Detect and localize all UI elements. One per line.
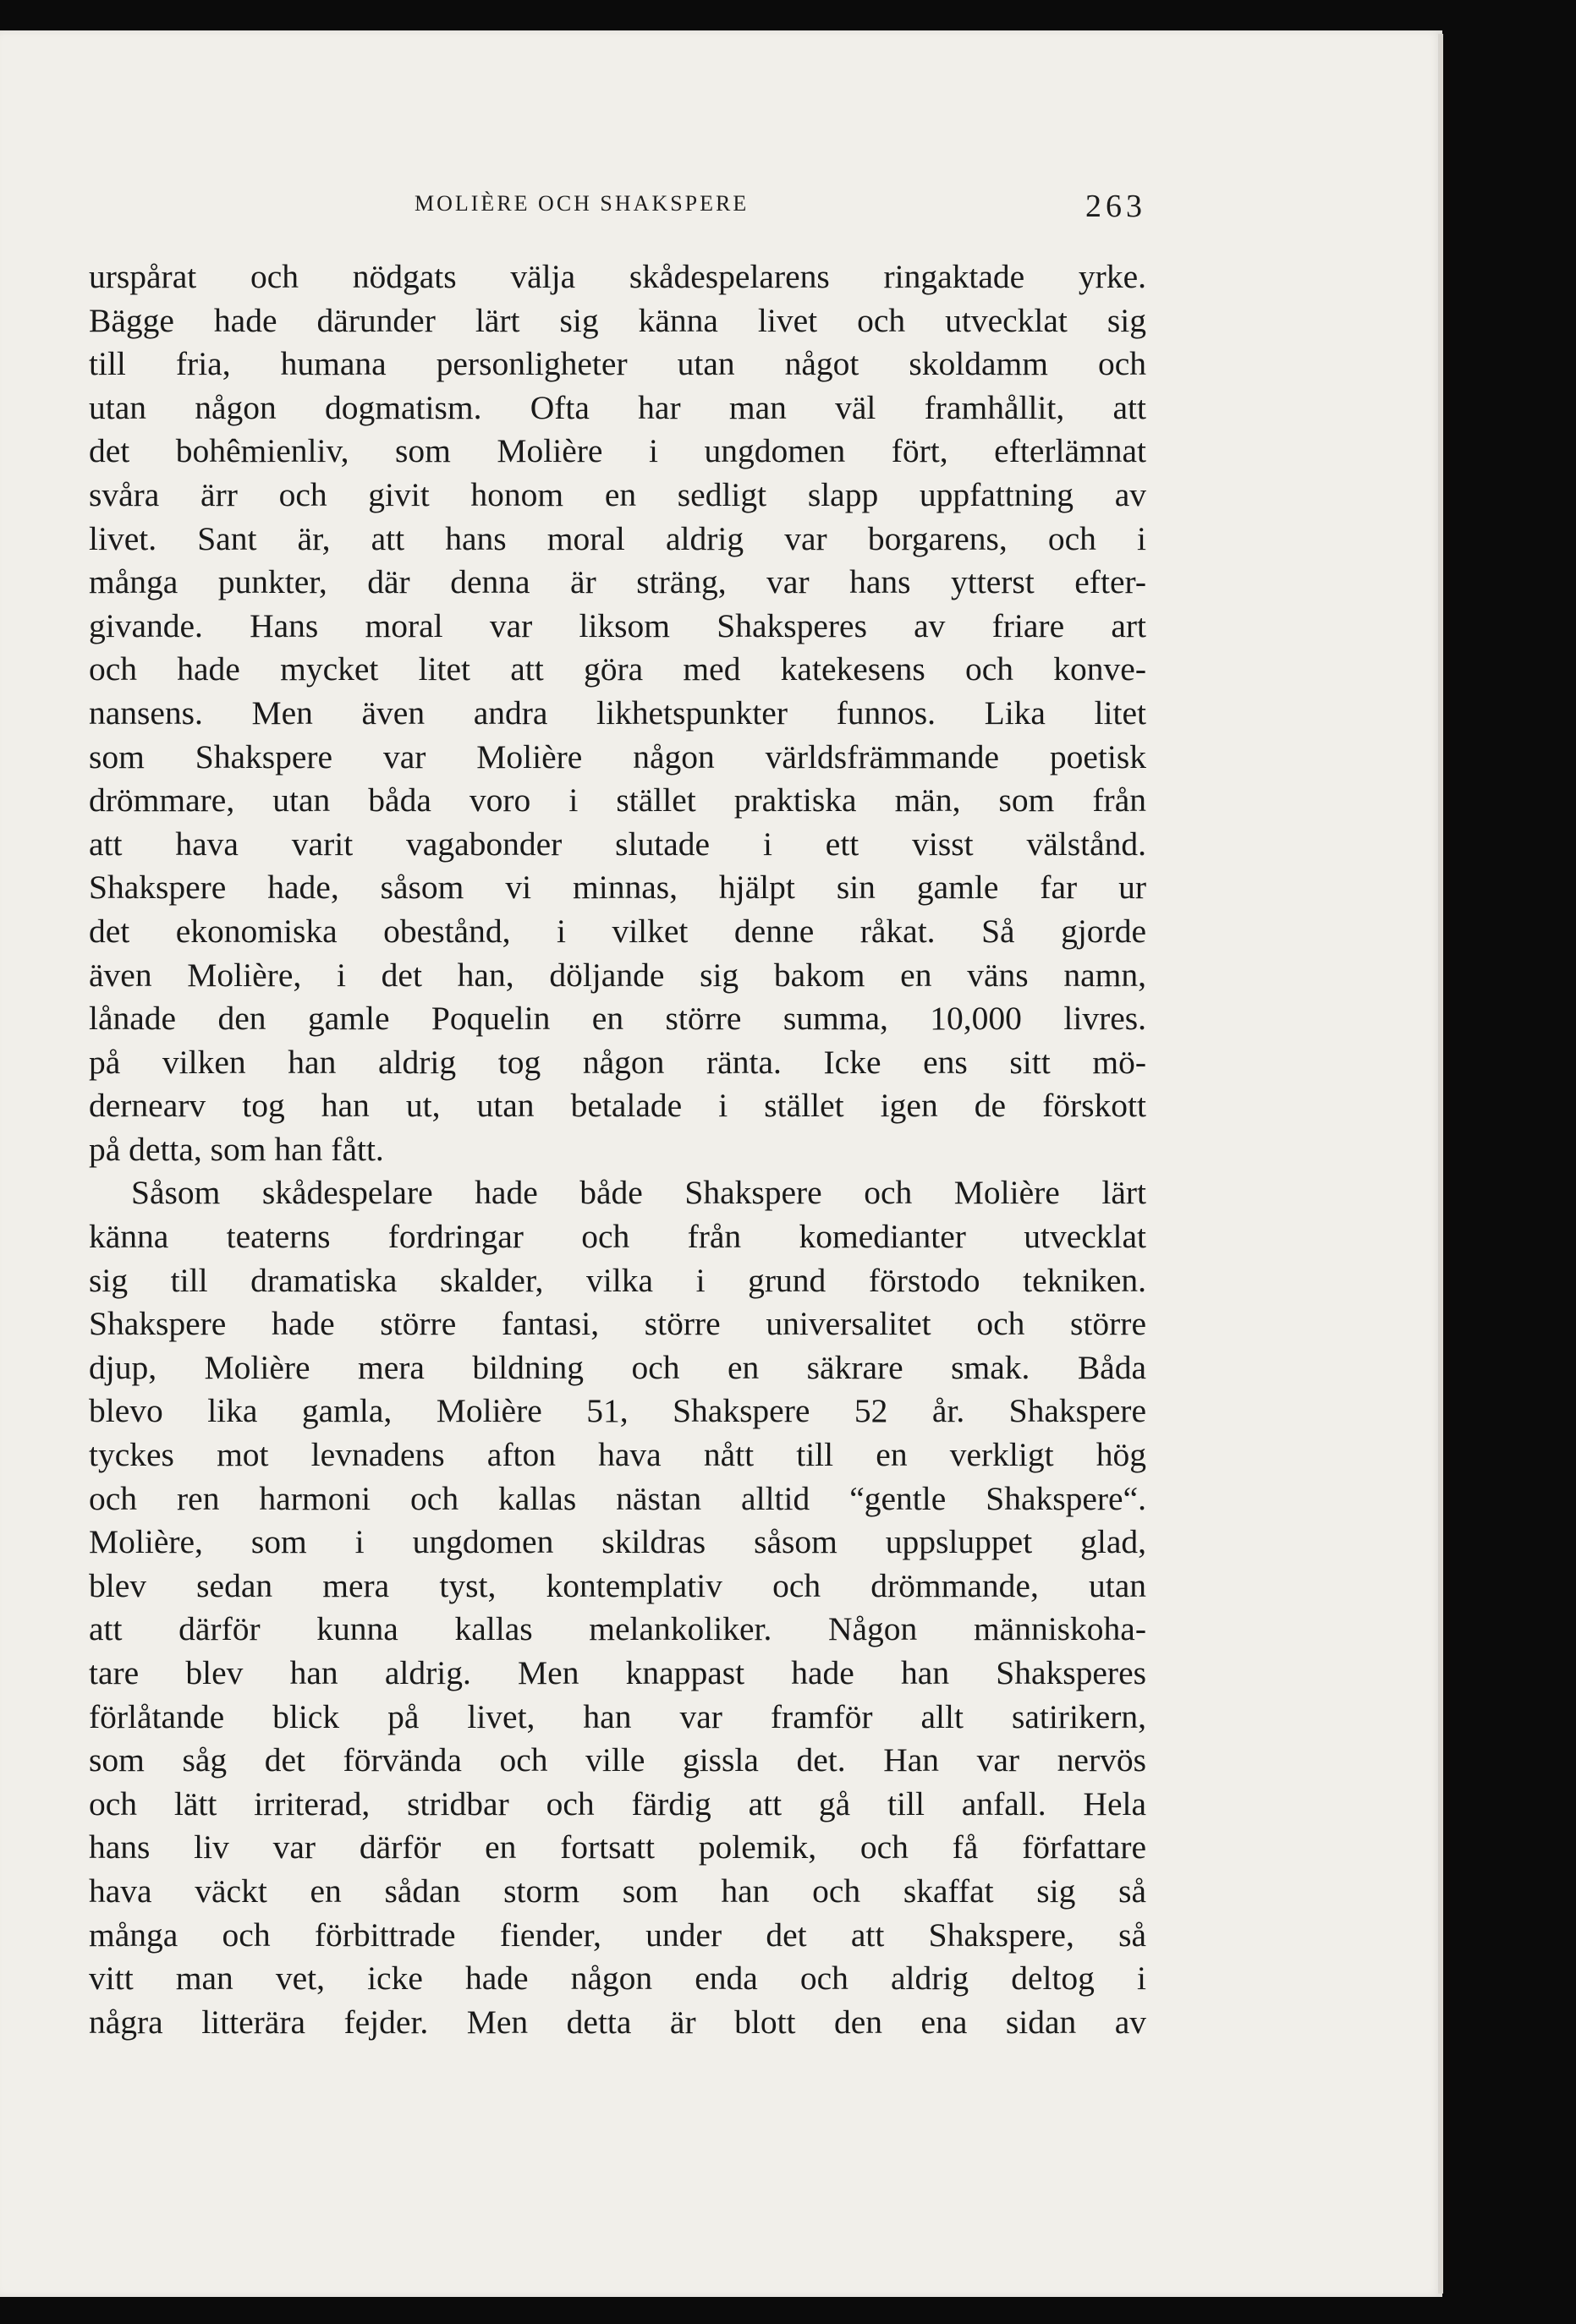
text-line: tyckes mot levnadens afton hava nått till en verkligt hög: [89, 1436, 1146, 1474]
text-line: drömmare, utan båda voro i stället praktiska män, som från: [89, 781, 1146, 819]
text-line: och ren harmoni och kallas nästan alltid “gentle Shakspere“.: [89, 1479, 1146, 1517]
running-title: MOLIÈRE OCH SHAKSPERE: [415, 191, 750, 216]
text-line: Shakspere hade större fantasi, större universalitet och större: [89, 1305, 1146, 1343]
text-line: att hava varit vagabonder slutade i ett visst välstånd.: [89, 825, 1146, 863]
text-line: svåra ärr och givit honom en sedligt slapp uppfattning av: [89, 475, 1146, 513]
text-line: förlåtande blick på livet, han var framför allt satirikern,: [89, 1697, 1146, 1735]
text-line: urspårat och nödgats välja skådespelarens ringaktade yrke.: [89, 258, 1146, 295]
text-line: på vilken han aldrig tog någon ränta. Icke ens sitt mö-: [89, 1043, 1146, 1081]
text-line: lånade den gamle Poquelin en större summa, 10,000 livres.: [89, 1000, 1146, 1038]
text-line: och hade mycket litet att göra med katekesens och konve-: [89, 650, 1146, 688]
text-line-paragraph-start: Såsom skådespelare hade både Shakspere och Molière lärt: [131, 1174, 1146, 1212]
text-line: känna teaterns fordringar och från komedianter utvecklat: [89, 1218, 1146, 1256]
text-line: Molière, som i ungdomen skildras såsom uppsluppet glad,: [89, 1523, 1146, 1561]
text-line: vitt man vet, icke hade någon enda och aldrig deltog i: [89, 1960, 1146, 1998]
text-line-paragraph-end: på detta, som han fått.: [89, 1130, 384, 1168]
text-line: givande. Hans moral var liksom Shaksperes av friare art: [89, 606, 1146, 644]
text-line: livet. Sant är, att hans moral aldrig var borgarens, och i: [89, 519, 1146, 557]
text-line: nansens. Men även andra likhetspunkter funnos. Lika litet: [89, 693, 1146, 732]
page-number: 263: [1085, 189, 1146, 224]
text-line: att därför kunna kallas melankoliker. Någon människoha-: [89, 1610, 1146, 1648]
running-head: [89, 191, 1146, 225]
text-line: Bägge hade därunder lärt sig känna livet och utvecklat sig: [89, 301, 1146, 339]
text-line: till fria, humana personligheter utan något skoldamm och: [89, 345, 1146, 383]
text-line: som såg det förvända och ville gissla det. Han var nervös: [89, 1741, 1146, 1779]
text-line: dernearv tog han ut, utan betalade i stället igen de förskott: [89, 1087, 1146, 1125]
text-line: som Shakspere var Molière någon världsfrämmande poetisk: [89, 737, 1146, 776]
text-line: utan någon dogmatism. Ofta har man väl framhållit, att: [89, 388, 1146, 426]
text-line: Shakspere hade, såsom vi minnas, hjälpt sin gamle far ur: [89, 869, 1146, 907]
text-line: många och förbittrade fiender, under det att Shakspere, så: [89, 1916, 1146, 1954]
text-line: det bohêmienliv, som Molière i ungdomen fört, efterlämnat: [89, 432, 1146, 470]
book-page: [0, 30, 1442, 2297]
text-line: även Molière, i det han, döljande sig bakom en väns namn,: [89, 956, 1146, 994]
text-line: blev sedan mera tyst, kontemplativ och drömmande, utan: [89, 1566, 1146, 1604]
page-edge: [1438, 34, 1443, 2294]
text-line: många punkter, där denna är sträng, var hans ytterst efter-: [89, 563, 1146, 601]
text-line: djup, Molière mera bildning och en säkrare smak. Båda: [89, 1348, 1146, 1386]
body-text: [89, 255, 1146, 2044]
text-line: det ekonomiska obestånd, i vilket denne råkat. Så gjorde: [89, 912, 1146, 950]
text-line: tare blev han aldrig. Men knappast hade han Shaksperes: [89, 1654, 1146, 1691]
text-line: blevo lika gamla, Molière 51, Shakspere 52 år. Shakspere: [89, 1392, 1146, 1430]
text-line: hans liv var därför en fortsatt polemik, och få författare: [89, 1828, 1146, 1866]
text-line: och lätt irriterad, stridbar och färdig att gå till anfall. Hela: [89, 1784, 1146, 1822]
text-line: hava väckt en sådan storm som han och skaffat sig så: [89, 1872, 1146, 1910]
text-line: sig till dramatiska skalder, vilka i grund förstodo tekniken.: [89, 1261, 1146, 1299]
text-line: några litterära fejder. Men detta är blott den ena sidan av: [89, 2003, 1146, 2041]
